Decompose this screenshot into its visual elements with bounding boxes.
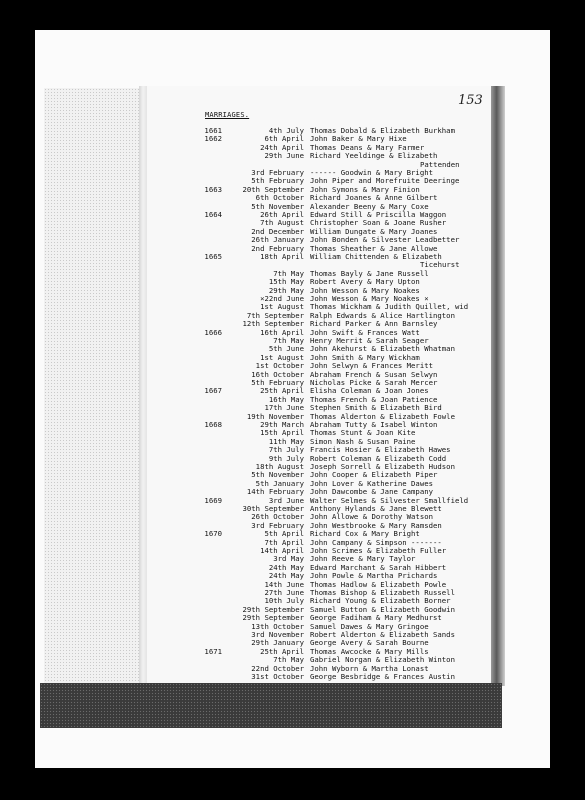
entry-names: Elisha Coleman & Joan Jones bbox=[310, 386, 429, 396]
entry-year: 1665 bbox=[204, 252, 222, 261]
entry-names: Richard Cox & Mary Bright bbox=[310, 529, 420, 539]
entry-names: George Fadiham & Mary Medhurst bbox=[310, 613, 442, 623]
entry-date: 7th July bbox=[268, 445, 304, 455]
table-row bbox=[0, 672, 585, 682]
entry-names: Thomas Hadlow & Elizabeth Powle bbox=[310, 579, 447, 589]
entry-date: 27th June bbox=[264, 588, 304, 597]
entry-names: Christopher Soan & Joane Rusher bbox=[310, 218, 447, 228]
entry-date: 29th June bbox=[264, 151, 304, 161]
entry-names: Abraham Tutty & Isabel Winton bbox=[310, 420, 438, 429]
entry-date: 5th February bbox=[251, 378, 304, 387]
entry-date: 5th November bbox=[251, 201, 304, 211]
entry-date: 12th September bbox=[242, 319, 304, 329]
entry-names: John Powle & Martha Prichards bbox=[310, 571, 438, 581]
entry-date: 7th April bbox=[264, 537, 304, 547]
entry-names: Nicholas Picke & Sarah Mercer bbox=[310, 378, 438, 387]
entry-names: John Baker & Mary Hixe bbox=[310, 134, 407, 144]
entry-names: Robert Coleman & Elizabeth Codd bbox=[310, 453, 447, 463]
entry-year: 1662 bbox=[204, 134, 222, 144]
entry-names: John Lover & Katherine Dawes bbox=[310, 478, 434, 488]
entry-names: Thomas Bishop & Elizabeth Russell bbox=[310, 588, 455, 597]
entry-names: Robert Alderton & Elizabeth Sands bbox=[310, 630, 455, 639]
entry-date: 24th May bbox=[268, 562, 304, 572]
entry-date: 15th May bbox=[268, 277, 304, 287]
entry-date: 30th September bbox=[242, 504, 304, 513]
entry-date: 29th September bbox=[242, 613, 304, 623]
entry-date: 1st August bbox=[260, 352, 304, 362]
entry-date: 14th June bbox=[264, 579, 304, 589]
entry-names: Edward Still & Priscilla Waggon bbox=[310, 210, 447, 219]
entry-names: Thomas Sheather & Jane Allowe bbox=[310, 243, 438, 253]
entry-names: John Cooper & Elizabeth Piper bbox=[310, 470, 438, 480]
entry-date: 14th April bbox=[260, 546, 304, 555]
entry-year: 1671 bbox=[204, 646, 222, 656]
entry-names: George Avery & Sarah Bourne bbox=[310, 638, 429, 648]
entry-names: John Campany & Simpson ------- bbox=[310, 537, 442, 547]
entry-date: 2nd February bbox=[251, 243, 304, 253]
entry-names: Abraham French & Susan Selwyn bbox=[310, 369, 438, 379]
entry-names: Robert Avery & Mary Upton bbox=[310, 277, 420, 287]
entry-names: Richard Yeeldinge & Elizabeth bbox=[310, 151, 438, 161]
entry-date: 14th February bbox=[246, 487, 304, 497]
entry-date: 19th November bbox=[246, 411, 304, 421]
entry-date: 7th May bbox=[273, 655, 304, 665]
entry-names: Richard Parker & Ann Barnsley bbox=[310, 319, 438, 329]
entry-names: John Symons & Mary Finion bbox=[310, 184, 420, 194]
entry-names: John Swift & Frances Watt bbox=[310, 327, 420, 337]
entry-date: 3rd February bbox=[251, 520, 304, 530]
entry-year: 1666 bbox=[204, 327, 222, 337]
entry-date: 4th July bbox=[268, 126, 304, 135]
entry-names: Richard Young & Elizabeth Borner bbox=[310, 596, 451, 606]
entry-names: John Piper and Morefruite Deeringe bbox=[310, 176, 460, 186]
entry-names: Thomas Stunt & Joan Kite bbox=[310, 428, 416, 438]
entry-date: ×22nd June bbox=[260, 294, 304, 303]
entry-names: John Allowe & Dorothy Watson bbox=[310, 512, 434, 522]
entry-date: 5th February bbox=[251, 176, 304, 186]
entry-date: 13th October bbox=[251, 621, 304, 631]
entry-names: Francis Hosier & Elizabeth Hawes bbox=[310, 445, 451, 455]
entry-names: Alexander Beeny & Mary Coxe bbox=[310, 201, 429, 211]
entry-date: 16th October bbox=[251, 369, 304, 379]
entry-date: 11th May bbox=[268, 436, 304, 446]
entry-date: 1st August bbox=[260, 302, 304, 312]
entry-names: Anthony Hylands & Jane Blewett bbox=[310, 504, 442, 513]
entry-date: 29th March bbox=[260, 420, 304, 429]
entry-date: 16th April bbox=[260, 327, 304, 337]
entry-names: Thomas Dobald & Elizabeth Burkham bbox=[310, 126, 455, 135]
entry-date: 17th June bbox=[264, 403, 304, 413]
entry-names: Samuel Button & Elizabeth Goodwin bbox=[310, 604, 455, 614]
entry-date: 9th July bbox=[268, 453, 304, 463]
entry-date: 18th April bbox=[260, 252, 304, 261]
entry-names: Walter Selmes & Silvester Smallfield bbox=[310, 495, 469, 505]
entry-date: 1st October bbox=[255, 361, 304, 371]
entry-names: George Besbridge & Frances Austin bbox=[310, 672, 455, 681]
entry-names: Stephen Smith & Elizabeth Bird bbox=[310, 403, 442, 413]
entry-date: 5th April bbox=[264, 529, 304, 539]
entry-year: 1670 bbox=[204, 529, 222, 539]
entry-year: 1667 bbox=[204, 386, 222, 396]
entry-names: Samuel Dawes & Mary Gringoe bbox=[310, 621, 429, 631]
entry-names: John Bonden & Silvester Leadbetter bbox=[310, 235, 460, 245]
page-bottom-shadow bbox=[40, 683, 502, 728]
entry-names: Henry Merrit & Sarah Seager bbox=[310, 336, 429, 345]
entry-names: Joseph Sorrell & Elizabeth Hudson bbox=[310, 462, 455, 471]
entry-names: Pattenden bbox=[420, 159, 460, 169]
entry-names: John Wesson & Mary Noakes × bbox=[310, 294, 429, 303]
entry-date: 24th May bbox=[268, 571, 304, 581]
entry-date: 3rd February bbox=[251, 168, 304, 177]
entry-date: 16th May bbox=[268, 394, 304, 404]
entry-names: Gabriel Norgan & Elizabeth Winton bbox=[310, 655, 455, 665]
entry-date: 29th May bbox=[268, 285, 304, 295]
entry-year: 1663 bbox=[204, 184, 222, 194]
entry-date: 3rd November bbox=[251, 630, 304, 639]
entry-names: John Wyborn & Martha Lonast bbox=[310, 663, 429, 673]
entry-names: ------ Goodwin & Mary Bright bbox=[310, 168, 434, 177]
entry-names: Thomas Awcocke & Mary Mills bbox=[310, 646, 429, 656]
entry-names: John Smith & Mary Wickham bbox=[310, 352, 420, 362]
entry-date: 26th January bbox=[251, 235, 304, 245]
entry-date: 6th April bbox=[264, 134, 304, 144]
entry-date: 3rd May bbox=[273, 554, 304, 564]
entry-names: John Selwyn & Frances Meritt bbox=[310, 361, 434, 371]
entry-names: William Chittenden & Elizabeth bbox=[310, 252, 442, 261]
entry-names: John Westbrooke & Mary Ramsden bbox=[310, 520, 442, 530]
entry-date: 5th June bbox=[268, 344, 304, 354]
entry-date: 29th January bbox=[251, 638, 304, 648]
entry-names: Thomas Alderton & Elizabeth Fowle bbox=[310, 411, 455, 421]
entry-names: Thomas Wickham & Judith Quillet, wid bbox=[310, 302, 469, 312]
entry-names: John Akehurst & Elizabeth Whatman bbox=[310, 344, 455, 354]
entry-date: 5th November bbox=[251, 470, 304, 480]
entry-names: Ticehurst bbox=[420, 260, 460, 270]
entry-date: 20th September bbox=[242, 184, 304, 194]
entry-date: 22nd October bbox=[251, 663, 304, 673]
entry-year: 1661 bbox=[204, 126, 222, 135]
entry-names: Thomas French & Joan Patience bbox=[310, 394, 438, 404]
entry-year: 1664 bbox=[204, 210, 222, 219]
entry-date: 7th September bbox=[246, 310, 304, 320]
entry-names: John Reeve & Mary Taylor bbox=[310, 554, 416, 564]
entry-date: 7th August bbox=[260, 218, 304, 228]
entry-names: John Scrimes & Elizabeth Fuller bbox=[310, 546, 447, 555]
entry-names: William Dungate & Mary Joanes bbox=[310, 226, 438, 236]
entry-names: Simon Nash & Susan Paine bbox=[310, 436, 416, 446]
entry-date: 7th May bbox=[273, 268, 304, 278]
entry-date: 6th October bbox=[255, 193, 304, 203]
page-number: 153 bbox=[458, 93, 483, 108]
entry-names: Thomas Bayly & Jane Russell bbox=[310, 268, 429, 278]
entry-names: Ralph Edwards & Alice Hartlington bbox=[310, 310, 455, 320]
section-heading: MARRIAGES. bbox=[205, 111, 250, 119]
entry-names: Edward Marchant & Sarah Hibbert bbox=[310, 562, 447, 572]
entry-date: 7th May bbox=[273, 336, 304, 345]
entry-date: 25th April bbox=[260, 646, 304, 656]
entry-date: 26th October bbox=[251, 512, 304, 522]
entry-date: 31st October bbox=[251, 672, 304, 681]
entry-names: John Dawcombe & Jane Campany bbox=[310, 487, 434, 497]
entry-date: 3rd June bbox=[268, 495, 304, 505]
entry-date: 24th April bbox=[260, 142, 304, 152]
entry-year: 1668 bbox=[204, 420, 222, 429]
entry-date: 29th September bbox=[242, 604, 304, 614]
entry-names: John Wesson & Mary Noakes bbox=[310, 285, 420, 295]
entry-date: 15th April bbox=[260, 428, 304, 438]
entry-names: Richard Joanes & Anne Gilbert bbox=[310, 193, 438, 203]
entry-date: 5th January bbox=[255, 478, 304, 488]
entry-date: 18th August bbox=[255, 462, 304, 471]
entry-date: 25th April bbox=[260, 386, 304, 396]
entry-year: 1669 bbox=[204, 495, 222, 505]
entry-names: Thomas Deans & Mary Farmer bbox=[310, 142, 425, 152]
entry-date: 10th July bbox=[264, 596, 304, 606]
entry-date: 2nd December bbox=[251, 226, 304, 236]
entry-date: 26th April bbox=[260, 210, 304, 219]
